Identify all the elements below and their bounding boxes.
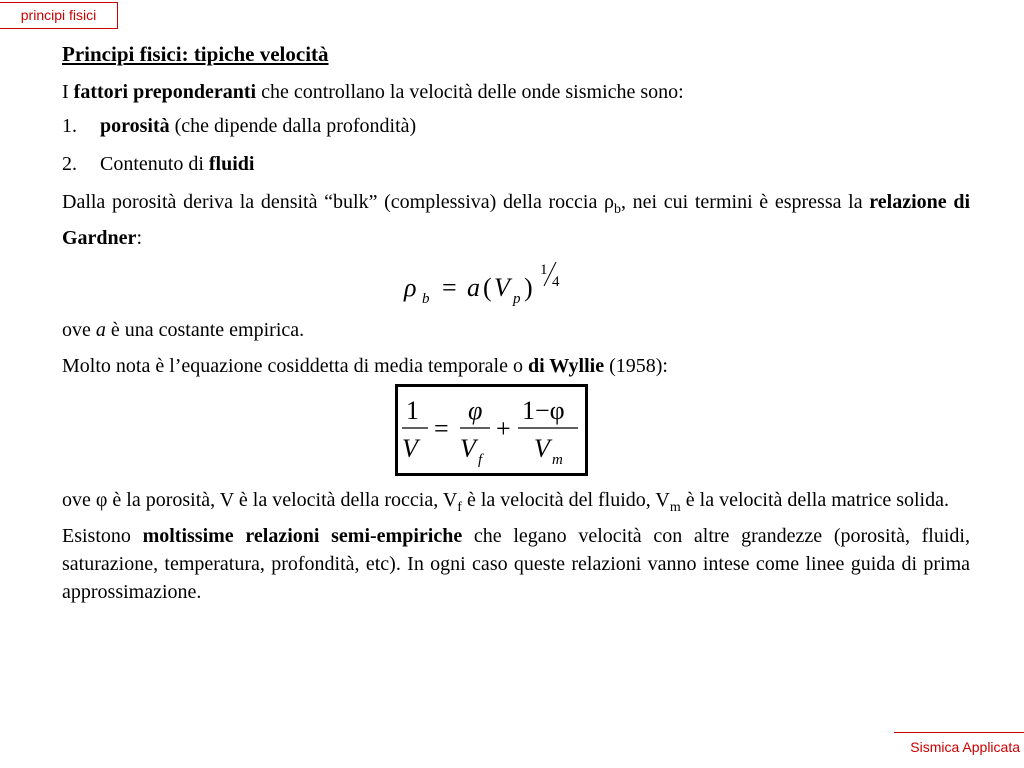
density-paragraph: Dalla porosità deriva la densità “bulk” (complessiva) della roccia $\rho_b$, nei cui termini è espressa la relazione di Gardner:: [62, 191, 970, 249]
svg-text:φ: φ: [468, 396, 483, 425]
svg-text:b: b: [422, 291, 430, 307]
page-title: Principi fisici: tipiche velocità: [62, 42, 329, 66]
svg-text:=: =: [434, 414, 449, 443]
svg-text:): ): [524, 273, 533, 302]
svg-text:1−φ: 1−φ: [522, 396, 565, 425]
svg-text:=: =: [442, 273, 457, 302]
svg-text:m: m: [552, 452, 563, 468]
svg-text:1: 1: [540, 262, 548, 278]
wyllie-formula: [62, 380, 970, 486]
svg-text:f: f: [478, 452, 483, 468]
list-item: 1. porosità (che dipende dalla profondità): [62, 115, 417, 137]
slide-content: [62, 40, 970, 606]
svg-text:V: V: [402, 434, 418, 463]
constant-paragraph: ove a è una costante empirica.: [62, 319, 305, 341]
formula-box: [395, 384, 588, 476]
footer-tag: Sismica Applicata: [894, 732, 1024, 762]
gardner-formula: [62, 252, 970, 316]
closing-paragraph: Esistono moltissime relazioni semi-empiriche che legano velocità con altre grandezze (porosità, fluidi, saturazione, temperatura, profondità, etc). In ogni caso queste relazioni vanno intese come linee guida di prima approssimazione.: [62, 525, 970, 603]
list-item: 2. Contenuto di fluidi: [62, 153, 255, 175]
svg-text:(: (: [483, 273, 492, 302]
section-tag: principi fisici: [0, 2, 118, 29]
svg-text:V: V: [494, 273, 510, 302]
variables-paragraph: ove φ è la porosità, V è la velocità della roccia, $V_f$ è la velocità del fluido, $V_m$ è la velocità della matrice solida.: [62, 489, 949, 515]
svg-text:a: a: [467, 273, 480, 302]
svg-text:4: 4: [552, 274, 560, 290]
svg-text:p: p: [513, 291, 521, 307]
svg-text:V: V: [534, 434, 550, 463]
svg-text:V: V: [460, 434, 476, 463]
svg-text:+: +: [496, 414, 511, 443]
rho-symbol: ρ: [404, 273, 417, 302]
svg-text:1: 1: [406, 396, 419, 425]
intro-paragraph: I fattori preponderanti che controllano la velocità delle onde sismiche sono:: [62, 81, 684, 103]
wyllie-paragraph: Molto nota è l’equazione cosiddetta di media temporale o di Wyllie (1958):: [62, 355, 668, 377]
